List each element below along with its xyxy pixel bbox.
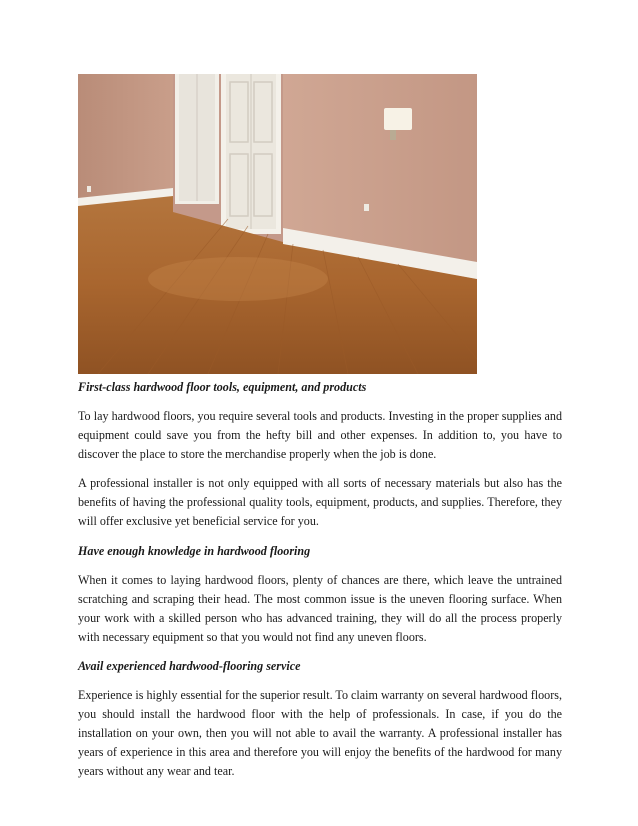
room-hardwood-floor-photo-icon [78, 74, 477, 374]
paragraph-knowledge-1: When it comes to laying hardwood floors, plenty of chances are there, which leave the untrained scratching and scraping their head. The most common issue is the uneven flooring surface. When your work with a skilled person who has advanced training, they will do all the process properly with necessary equipment so that you would not find any uneven floors. [78, 572, 562, 644]
paragraph-experience-1: Experience is highly essential for the superior result. To claim warranty on several hardwood floors, you should install the hardwood floor with the help of professionals. In case, if you do the installation on your own, then you will not able to avail the warranty. A professional installer has years of experience in this area and therefore you will enjoy the benefits of the hardwood for many years without any wear and tear. [78, 687, 562, 779]
section-heading-knowledge: Have enough knowledge in hardwood flooring [78, 543, 311, 558]
room-photo [78, 74, 477, 374]
section-heading-tools: First-class hardwood floor tools, equipment, and products [78, 380, 367, 394]
section-heading-experience: Avail experienced hardwood-flooring service [78, 658, 301, 673]
article-body [78, 378, 562, 791]
paragraph-tools-2: A professional installer is not only equipped with all sorts of necessary materials but also has the benefits of having the professional quality tools, equipment, products, and supplies. Therefore, they will offer exclusive yet beneficial service for you. [78, 476, 562, 529]
paragraph-tools-1: To lay hardwood floors, you require several tools and products. Investing in the proper supplies and equipment could save you from the hefty bill and other expenses. In addition to, you have to discover the place to store the merchandise properly when the job is done. [78, 409, 562, 462]
